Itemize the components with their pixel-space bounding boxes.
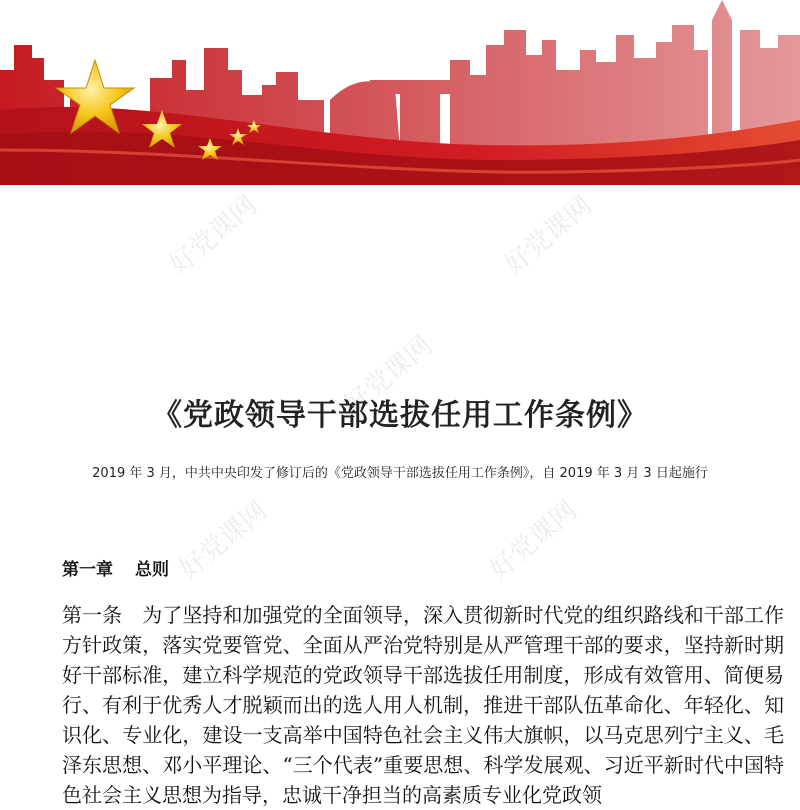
watermark: 好党课网 (484, 495, 584, 586)
document-subtitle: 2019 年 3 月，中共中央印发了修订后的《党政领导干部选拔任用工作条例》，自 2019 年 3 月 3 日起施行 (92, 466, 708, 481)
chapter-number: 第一章 (62, 560, 113, 580)
watermark: 好党课网 (174, 495, 274, 586)
chapter-title: 总则 (135, 560, 169, 580)
watermark: 好党课网 (164, 190, 264, 281)
watermark: 好党课网 (499, 190, 599, 281)
skyline-banner-graphic (0, 0, 800, 185)
article-paragraph: 第一条 为了坚持和加强党的全面领导，深入贯彻新时代党的组织路线和干部工作方针政策，落实党要管党、全面从严治党特别是从严管理干部的要求，坚持新时期好干部标准，建立科学规范的党政领导干部选拔任用制度，形成有效管用、简便易行、有利于优秀人才脱颖而出的选人用人机制，推进干部队伍革命化、年轻化、知识化、专业化，建设一支高举中国特色社会主义伟大旗帜，以马克思列宁主义、毛泽东思想、邓小平理论、“三个代表”重要思想、科学发展观、习近平新时代中国特色社会主义思想为指导，忠诚干净担当的高素质专业化党政领 (62, 603, 784, 807)
document-title: 《党政领导干部选拔任用工作条例》 (152, 398, 648, 433)
watermark: 好党课网 (339, 330, 439, 421)
chapter-heading (62, 555, 191, 580)
header-banner (0, 0, 800, 185)
